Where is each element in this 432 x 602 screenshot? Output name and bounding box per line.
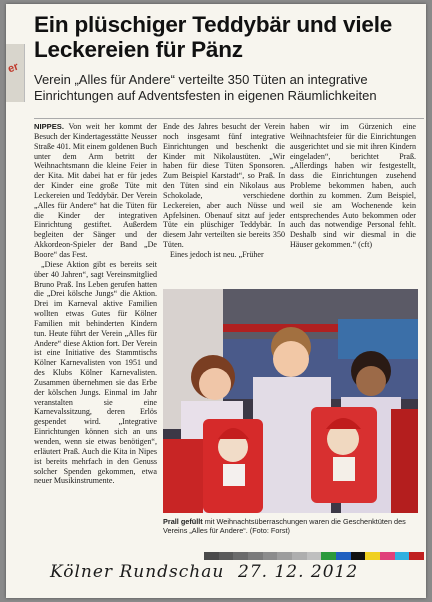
color-swatch [380,552,395,560]
article-column-1 [34,122,157,542]
color-swatch [307,552,322,560]
color-swatch [292,552,307,560]
photo-children-with-gift-bags [163,289,418,513]
print-color-bar [204,552,424,560]
color-swatch [365,552,380,560]
photo-caption [163,517,421,535]
paragraph: Eines jedoch ist neu. „Früher [170,249,264,259]
headline: Ein plüschiger Teddybär und viele Leckereien für Pänz [34,12,393,62]
article-photo [163,289,418,513]
article-column-2 [163,122,285,282]
color-swatch [248,552,263,560]
color-swatch [351,552,366,560]
newspaper-clipping [6,4,426,598]
paragraph-text: Von weit her kommt der Besuch der Kindertagesstätte Neusser Straße 401. Mit einem goldenen Buch unter dem Arm betritt der Weihnachtsmann die kleine Feier in der Kita. Mit dabei hat er für jedes der Kinder eine große Tüte mit Leckereien und Teddybär. Der Verein „Alles für Andere“ hat die Tüten für die Kinder der integrativen Einrichtung gestiftet. Außerdem begleiten der Sänger und der Akkordeon-Spieler der Band „De Boore“ das Fest. [34,122,157,259]
subheadline: Verein „Alles für Andere“ verteilte 350 Tüten an integrative Einrichtungen auf Adventsfesten in eigenen Räumlichkeiten [34,72,377,103]
color-swatch [204,552,219,560]
handwritten-date: 27. 12. 2012 [238,562,359,582]
paragraph: haben wir im Gürzenich eine Weihnachtsfeier für die Einrichtungen ausgerichtet und sie mit ihren Kindern eingeladen“, berichtet Praß. „Allerdings haben wir festgestellt, dass die Einrichtungen zusehend Probleme bekommen haben, auch dorthin zu kommen. Zum Beispiel, weil sie am Wochenende kein entsprechendes Auto bekommen oder auch das notwendige Personal fehlt. Deshalb sind wir diesmal in die Häuser gekommen.“ (cft) [290,122,416,250]
color-swatch [233,552,248,560]
color-swatch [263,552,278,560]
caption-lead: Prall gefüllt [163,517,203,526]
dateline: NIPPES. [34,122,64,131]
handwritten-source: Kölner Rundschau [50,562,225,582]
paragraph: Ende des Jahres besucht der Verein noch insgesamt fünf integrative Einrichtungen und beschenkt die Kinder mit Nikolaustüten. „Wir haben für diese Tüten Sponsoren. Zum Beispiel Karstadt“, so Praß. In den Tüten sind ein Nikolaus aus Schokolade, verschiedene Leckereien, aber auch Nüsse und Apfelsinen. Obenauf sitzt auf jeder Tüte ein plüschiger Teddybär. In diesem Jahr verteilten sie bereits 350 Tüten. [163,122,285,250]
color-swatch [219,552,234,560]
edge-text: er [6,60,21,76]
color-swatch [277,552,292,560]
adjacent-page-edge [6,44,25,102]
caption-text: mit Weihnachtsüberraschungen waren die Geschenktüten des Vereins „Alles für Andere“. (Foto: Forst) [163,517,406,536]
color-swatch [395,552,410,560]
color-swatch [321,552,336,560]
divider [34,118,424,119]
article-column-3 [290,122,416,282]
color-swatch [336,552,351,560]
paragraph: „Diese Aktion gibt es bereits seit über 40 Jahren“, sagt Vereinsmitglied Bruno Praß. Ins Leben gerufen hatten die „Drei kölsche Jungs“ die Aktion. Drei im Karneval aktive Familien wollten etwas Gutes für Kölner Familien mit behinderten Kindern tun. Heute führt der Verein „Alles für Andere“ diese Aktion fort. Der Verein ist eine Initiative des Stammtischs Kölner Karnevalisten von 1951 und des Klubs Kölner Karnevalisten. Zusammen übernehmen sie das Erbe der kölschen Jungs. Einmal im Jahr veranstalten sie eine Karnevalssitzung, deren Erlös gespendet wird. „Integrative Einrichtungen können sich an uns wenden, wenn sie etwas benötigen“, erläutert Praß. Auch die Kita in Nipes ist bereits mehrfach in den Genuss solcher Spenden gekommen, etwa neuer Musikinstrumente. [34,259,157,486]
color-swatch [409,552,424,560]
paragraph [34,122,157,260]
